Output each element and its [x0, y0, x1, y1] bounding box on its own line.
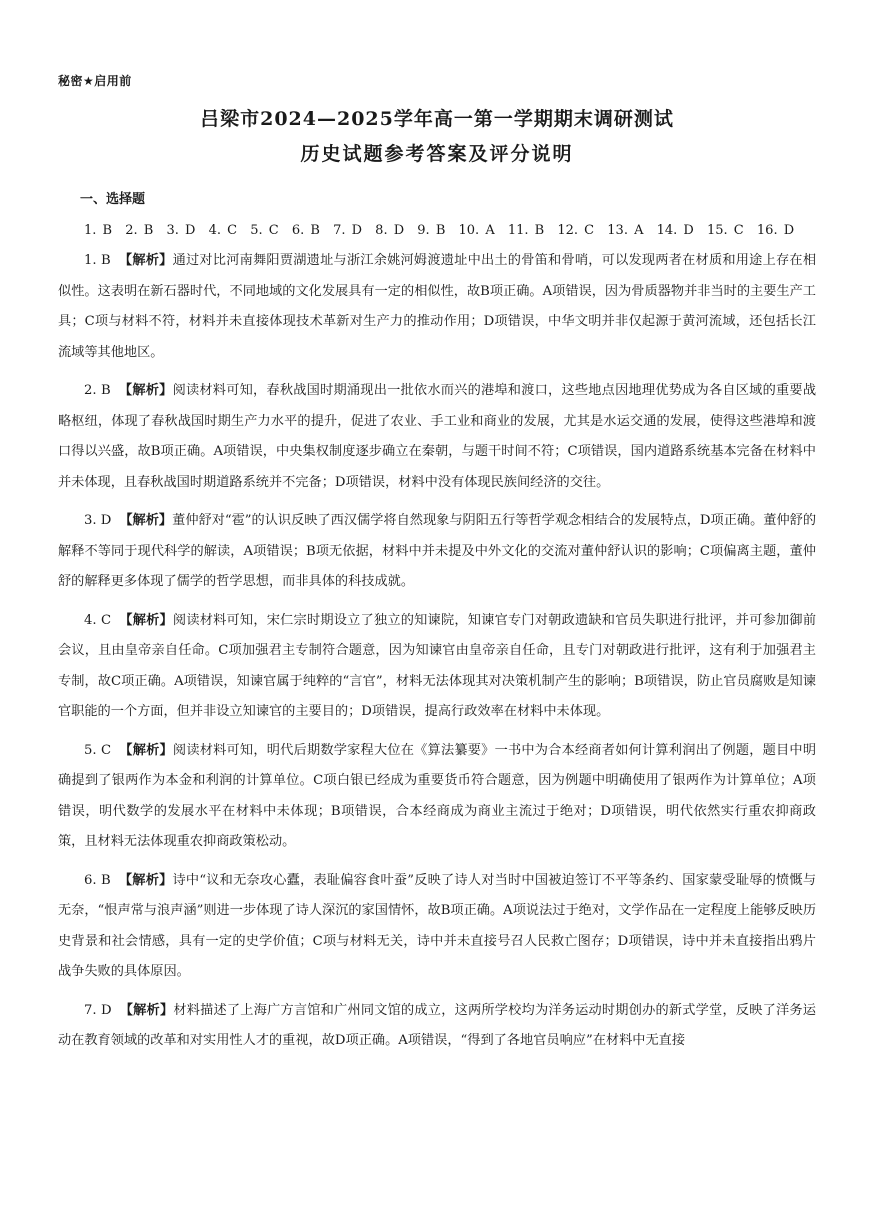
- answer-key: 3. D: [166, 223, 196, 238]
- answer-key: 15. C: [707, 223, 744, 238]
- answer-key: 12. C: [557, 223, 595, 238]
- answer-key: 13. A: [607, 223, 644, 238]
- question-number: 6. B: [84, 872, 111, 888]
- explanation-5: [58, 736, 816, 858]
- document-subtitle: 历史试题参考答案及评分说明: [300, 143, 574, 165]
- answer-key: 6. B: [291, 223, 320, 238]
- answer-key: 8. D: [375, 223, 405, 238]
- question-number: 1. B: [84, 253, 111, 268]
- explanation-text: 董仲舒对“雹”的认识反映了西汉儒学将自然现象与阴阳五行等哲学观念相结合的发展特点，D项正确。董仲舒的解释不等同于现代科学的解读，A项错误；B项无依据，材料中并未提及中外文化的交流对董仲舒认识的影响；C项偏离主题，董仲舒的解释更多体现了儒学的哲学思想，而非具体的科技成就。: [58, 513, 817, 589]
- analysis-tag: 【解析】: [119, 1002, 174, 1018]
- question-number: 7. D: [84, 1002, 112, 1018]
- explanation-text: 诗中“议和无奈攻心蠹，表耻偏容食叶蚕”反映了诗人对当时中国被迫签订不平等条约、国家蒙受耻辱的愤慨与无奈，“恨声常与浪声涵”则进一步体现了诗人深沉的家国情怀，故B项正确。A项说法过于绝对，文学作品在一定程度上能够反映历史背景和社会情感，具有一定的史学价值；C项与材料无关，诗中并未直接号召人民救亡图存；D项错误，诗中并未直接指出鸦片战争失败的具体原因。: [58, 872, 817, 979]
- explanation-text: 通过对比河南舞阳贾湖遗址与浙江余姚河姆渡遗址中出土的骨笛和骨哨，可以发现两者在材质和用途上存在相似性。这表明在新石器时代，不同地域的文化发展具有一定的相似性，故B项正确。A项错误，因为骨质器物并非当时的主要生产工具；C项与材料不符，材料并未直接体现技术革新对生产力的推动作用；D项错误，中华文明并非仅起源于黄河流域，还包括长江流域等其他地区。: [58, 253, 817, 360]
- question-number: 5. C: [84, 742, 112, 758]
- question-number: 2. B: [84, 383, 111, 398]
- explanation-text: 阅读材料可知，明代后期数学家程大位在《算法纂要》一书中为合本经商者如何计算利润出了例题，题目中明确提到了银两作为本金和利润的计算单位。C项白银已经成为重要货币符合题意，因为例题中明确使用了银两作为计算单位；A项错误，明代数学的发展水平在材料中未体现；B项错误，合本经商成为商业主流过于绝对；D项错误，明代依然实行重农抑商政策，且材料无法体现重农抑商政策松动。: [58, 742, 817, 849]
- analysis-tag: 【解析】: [118, 872, 173, 888]
- answer-key: 9. B: [417, 223, 446, 238]
- answer-key: 16. D: [756, 223, 795, 238]
- answer-key: 5. C: [250, 223, 279, 238]
- answer-key: 14. D: [656, 223, 694, 238]
- answer-key: 7. D: [333, 223, 363, 238]
- confidential-label: 秘密★启用前: [58, 74, 132, 88]
- analysis-tag: 【解析】: [118, 383, 173, 398]
- answer-key-row: [84, 223, 816, 238]
- answer-key: 10. A: [458, 223, 495, 238]
- explanation-text: 阅读材料可知，春秋战国时期涌现出一批依水而兴的港埠和渡口，这些地点因地理优势成为各自区域的重要战略枢纽，体现了春秋战国时期生产力水平的提升，促进了农业、手工业和商业的发展，尤其是水运交通的发展，使得这些港埠和渡口得以兴盛，故B项正确。A项错误，中央集权制度逐步确立在秦朝，与题干时间不符；C项错误，国内道路系统基本完备在材料中并未体现，且春秋战国时期道路系统并不完备；D项错误，材料中没有体现民族间经济的交往。: [58, 383, 817, 490]
- question-number: 4. C: [84, 612, 112, 628]
- answer-key: 1. B: [84, 223, 113, 238]
- explanation-4: [58, 606, 816, 728]
- explanation-text: 材料描述了上海广方言馆和广州同文馆的成立，这两所学校均为洋务运动时期创办的新式学堂，反映了洋务运动在教育领域的改革和对实用性人才的重视，故D项正确。A项错误，“得到了各地官员响应”在材料中无直接: [58, 1002, 816, 1048]
- question-number: 3. D: [84, 513, 112, 528]
- explanation-7: [58, 996, 816, 1057]
- analysis-tag: 【解析】: [119, 612, 173, 628]
- answer-key: 11. B: [507, 223, 545, 238]
- explanation-text: 阅读材料可知，宋仁宗时期设立了独立的知谏院，知谏官专门对朝政遗缺和官员失职进行批评，并可参加御前会议，且由皇帝亲自任命。C项加强君主专制符合题意，因为知谏官由皇帝亲自任命，且专门对朝政进行批评，这有利于加强君主专制，故C项正确。A项错误，知谏官属于纯粹的“言官”，材料无法体现其对决策机制产生的影响；B项错误，防止官员腐败是知谏官职能的一个方面，但并非设立知谏官的主要目的；D项错误，提高行政效率在材料中未体现。: [58, 612, 817, 719]
- explanation-2: [58, 376, 816, 498]
- explanation-3: [58, 506, 816, 598]
- analysis-tag: 【解析】: [119, 742, 173, 758]
- document-title: 吕梁市2024—2025学年高一第一学期期末调研测试: [200, 108, 674, 130]
- answer-key: 4. C: [208, 223, 238, 238]
- explanation-6: [58, 866, 816, 988]
- section-heading: 一、选择题: [80, 192, 146, 207]
- explanation-1: [58, 246, 816, 368]
- analysis-tag: 【解析】: [118, 253, 173, 268]
- answer-key: 2. B: [125, 223, 154, 238]
- analysis-tag: 【解析】: [119, 513, 173, 528]
